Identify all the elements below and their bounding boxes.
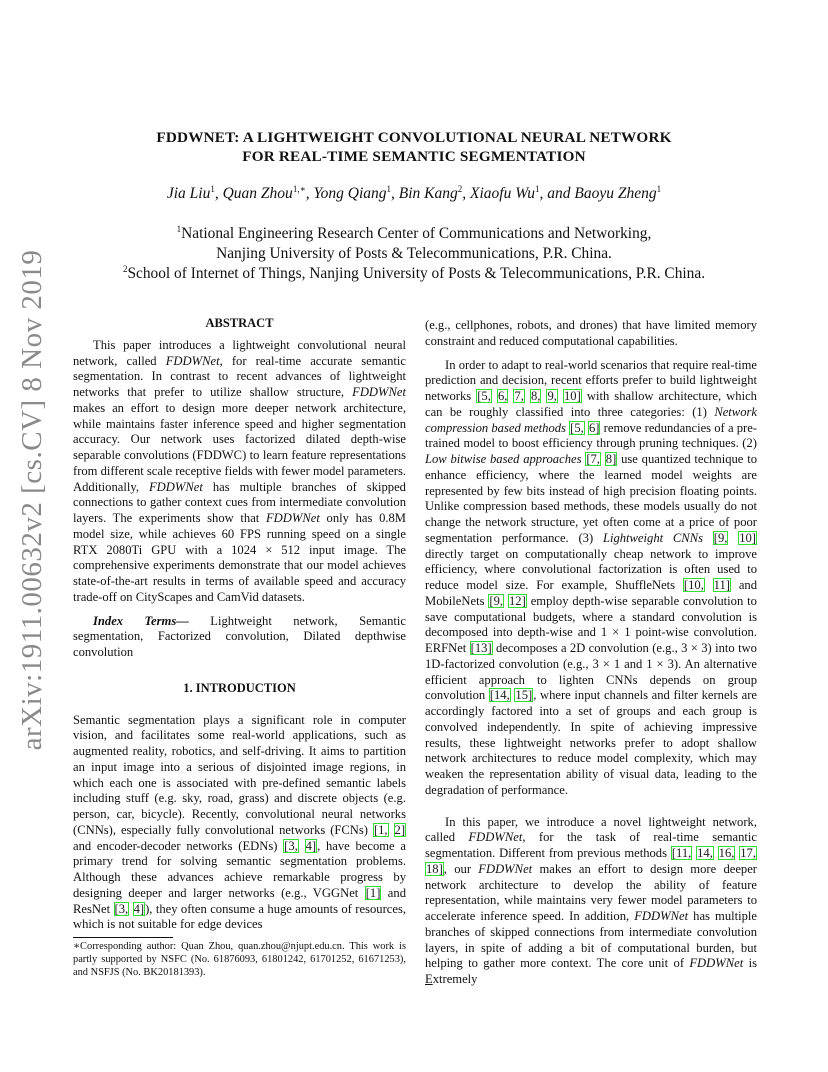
citation-link[interactable]: [5, [477,389,491,403]
citation-link[interactable]: 6] [588,420,600,435]
affiliation-2: $^2$School of Internet of Things, Nanjing University of Posts & Telecommunications, P.R. China. [122,264,706,282]
author-name: Yong Qiang [313,185,387,202]
citation-link[interactable]: 10] [739,530,756,545]
author-name: Quan Zhou [222,185,293,202]
citation-link[interactable]: 10] [564,389,581,403]
citation-link[interactable]: [13] [470,641,492,655]
left-column [73,316,406,933]
abstract-text: This paper introduces a lightweight convolutional neural network, called FDDWNet, for real-time accurate semantic segmentation. In contrast to recent advances of lightweight networks that prefer to utilize shallow structure, FDDWNet makes an effort to design more deeper network architecture, while maintains faster inference speed and higher segmentation accuracy. Our network uses factorized dilated depth-wise separable convolutions (FDDWC) to learn feature representations from different scale receptive fields with fewer model parameters. Additionally, FDDWNet has multiple branches of skipped connections to gather context cues from intermediate convolution layers. The experiments show that FDDWNet only has 0.8M model size, while achieves 60 FPS running speed on a single RTX 2080Ti GPU with a 1024 × 512 input image. The comprehensive experiments demonstrate that our model achieves state-of-the-art results in terms of available speed and accuracy trade-off on CityScapes and CamVid datasets. [73,337,407,604]
footnote: ∗Corresponding author: Quan Zhou, quan.zhou@njupt.edu.cn. This work is partly supported by NSFC (No. 61876093, 61801242, 61701252, 61671253), and NSFJS (No. BK20181393). [73,941,406,978]
abstract-heading: ABSTRACT [205,316,274,330]
title-line-2: FOR REAL-TIME SEMANTIC SEGMENTATION [242,148,586,165]
author-affiliation-mark: 1 [656,184,662,194]
author-affiliation-mark: 1 [535,184,540,194]
author-list: Jia Liu$^1$, Quan Zhou$^{1,∗}$, Yong Qiang$^1$, Bin Kang$^2$, Xiaofu Wu$^1$, and Baoyu Zheng$^1$ [166,184,662,202]
citation-link[interactable]: 15] [515,688,533,703]
index-terms: Index Terms— Lightweight network, Semantic segmentation, Factorized convolution, Dilated depthwise convolution [73,613,406,659]
citation-link[interactable]: [10, [683,578,704,592]
author-name: Jia Liu [166,185,211,202]
citation-link[interactable]: 18] [426,861,443,876]
arxiv-identifier: arXiv:1911.00632v2 [cs.CV] 8 Nov 2019 [16,249,48,751]
citation-link[interactable]: [1] [365,885,381,900]
author-name: and Baoyu Zheng [547,185,657,202]
title-line-1: FDDWNET: A LIGHTWEIGHT CONVOLUTIONAL NEURAL NETWORK [156,129,672,146]
citation-link[interactable]: [5, [570,420,584,435]
right-column [425,318,757,988]
citation-link[interactable]: [3, [284,838,298,853]
paragraph-continuation: (e.g., cellphones, robots, and drones) that have limited memory constraint and reduced computational capabilities. [425,318,757,348]
citation-link[interactable]: 16, [718,846,735,860]
citation-link[interactable]: 8] [605,452,617,466]
citation-link[interactable]: 12] [508,593,526,608]
contribution-paragraph: In this paper, we introduce a novel lightweight network, called FDDWNet, for the task of real-time semantic segmentation. Different from previous methods [11, 14, 16, 17, 18], our FDDWNet makes an effort to design more deeper network architecture to develop the ability of feature representation, while maintains very fewer model parameters to accelerate inference speed. In addition, FDDWNet has multiple branches of skipped connections from intermediate convolution layers, in spite of adding a bit of computational burden, but helping to gather more context. The core unit of FDDWNet is Extremely [425,814,758,986]
citation-link[interactable]: 14, [697,846,713,860]
related-work-paragraph: In order to adapt to real-world scenarios that require real-time prediction and decision, recent efforts prefer to build lightweight networks [5, 6, 7, 8, 9, 10] with shallow architecture, which can be roughly classified into three categories: (1) Network compression based methods [5, 6] remove redundancies of a pre-trained model to boost efficiency through pruning techniques. (2) Low bitwise based approaches [7, 8] use quantized technique to enhance efficiency, where the learned model weights are represented by few bits instead of high precision floating points. Unlike compression based methods, these models usually do not change the network structure, yet often come at a price of poor segmentation performance. (3) Lightweight CNNs [9, 10] directly target on computationally cheap network to improve efficiency, where convolutional factorization is often used to reduce model size. For example, ShuffleNets [10, 11] and MobileNets [9, 12] employ depth-wise separable convolution to save computational budgets, where a standard convolution is decomposed into depth-wise and 1 × 1 point-wise convolution. ERFNet [13] decomposes a 2D convolution (e.g., 3 × 3) into two 1D-factorized convolution (e.g., 3 × 1 and 1 × 3). An alternative efficient approach to lighten CNNs depends on group convolution [14, 15], where input channels and filter kernels are accordingly factored into a set of groups and each group is convolved independently. In spite of achieving impressive results, these lightweight networks prefer to adopt shallow network architectures to reduce model complexity, which may weaken the representation ability of visual data, leading to the degradation of performance. [425,357,757,797]
citation-link[interactable]: 6, [497,389,508,403]
citation-link[interactable]: 11] [713,578,730,592]
author-affiliation-mark: 1 [386,184,392,194]
introduction-paragraph: Semantic segmentation plays a significant role in computer vision, and facilitates some real-world applications, such as augmented reality, robotics, and self-driving. It aims to partition an input image into a serious of disjointed image regions, in which each one is associated with pre-defined semantic labels including stuff (e.g. sky, road, grass) and discrete objects (e.g. person, car, bicycle). Recently, convolutional neural networks (CNNs), especially fully convolutional networks (FCNs) [1, 2] and encoder-decoder networks (EDNs) [3, 4], have become a primary trend for solving semantic segmentation problems. Although these advances achieve remarkable progress by designing deeper and larger networks (e.g., VGGNet [1] and ResNet [3, 4]), they often consume a huge amounts of resources, which is not suitable for edge devices [73,712,406,932]
citation-link[interactable]: [9, [713,530,728,545]
citation-link[interactable]: [11, [671,846,692,860]
citation-link[interactable]: [14, [489,688,510,703]
affiliations [0,224,828,284]
introduction-heading: 1. INTRODUCTION [183,680,296,695]
citation-link[interactable]: 7, [514,389,524,403]
citation-link[interactable]: [7, [586,452,600,466]
author-name: Bin Kang [398,185,458,202]
citation-link[interactable]: [9, [489,593,504,608]
citation-link[interactable]: 9, [547,389,557,403]
author-name: Xiaofu Wu [470,185,536,202]
affiliation-1-line-2: Nanjing University of Posts & Telecommunications, P.R. China. [216,245,612,262]
citation-link[interactable]: 4] [133,901,145,916]
citation-link[interactable]: [3, [114,901,129,916]
author-affiliation-mark: 1,∗ [292,184,306,194]
footnote-rule [73,937,173,938]
affiliation-1: $^1$National Engineering Research Center of Communications and Networking, [176,224,652,242]
citation-link[interactable]: 8, [530,389,541,403]
author-affiliation-mark: 2 [457,184,463,194]
citation-link[interactable]: 17, [740,846,756,860]
citation-link[interactable]: 2] [394,822,406,837]
author-affiliation-mark: 1 [210,184,215,194]
paper-title [0,128,828,166]
citation-link[interactable]: [1, [373,822,388,837]
citation-link[interactable]: 4] [305,838,317,853]
